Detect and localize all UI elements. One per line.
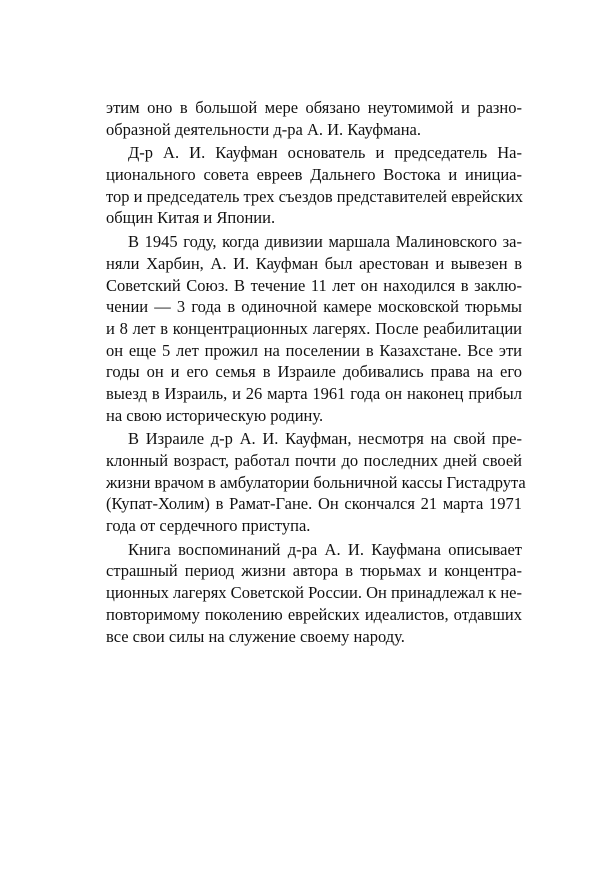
text-line: этим оно в большой мере обязано неутомимой и разно- xyxy=(106,98,522,117)
text-line: В 1945 году, когда дивизии маршала Малиновского за- xyxy=(128,232,522,252)
text-line: Д-р А. И. Кауфман основатель и председатель На- xyxy=(128,143,522,163)
text-line: Советский Союз. В течение 11 лет он находился в заклю- xyxy=(106,275,522,295)
text-line: няли Харбин, А. И. Кауфман был арестован и вывезен в xyxy=(106,253,522,273)
text-line: тор и председатель трех съездов представителей еврейских xyxy=(106,186,524,206)
text-line: (Купат-Холим) в Рамат-Гане. Он скончался 21 марта 1971 xyxy=(106,494,522,514)
text-line: ционального совета евреев Дальнего Востока и инициа- xyxy=(106,165,522,185)
paragraph-5 xyxy=(106,539,522,647)
text-line: общин Китая и Японии. xyxy=(106,208,276,228)
text-line: годы он и его семья в Израиле добивались права на его xyxy=(106,362,522,382)
text-line: все свои силы на служение своему народу. xyxy=(106,626,405,646)
text-line: страшный период жизни автора в тюрьмах и концентра- xyxy=(106,561,522,581)
text-line: Книга воспоминаний д-ра А. И. Кауфмана описывает xyxy=(128,539,522,559)
text-line: и 8 лет в концентрационных лагерях. После реабилитации xyxy=(106,318,522,338)
text-line: он еще 5 лет прожил на поселении в Казахстане. Все эти xyxy=(106,340,522,360)
text-line: чении — 3 года в одиночной камере московской тюрьмы xyxy=(106,297,522,317)
body-text xyxy=(106,97,526,647)
text-line: года от сердечного приступа. xyxy=(106,516,311,536)
text-line: выезд в Израиль, и 26 марта 1961 года он наконец прибыл xyxy=(106,383,522,403)
paragraph-3 xyxy=(106,231,522,426)
paragraph-1 xyxy=(106,97,522,140)
text-line: ционных лагерях Советской России. Он принадлежал к не- xyxy=(106,583,522,603)
paragraph-4 xyxy=(106,428,526,536)
paragraph-2 xyxy=(106,142,522,229)
text-line: клонный возраст, работал почти до последних дней своей xyxy=(106,451,522,470)
text-line: образной деятельности д-ра А. И. Кауфмана. xyxy=(106,119,422,139)
text-line: В Израиле д-р А. И. Кауфман, несмотря на свой пре- xyxy=(128,429,522,449)
text-line: повторимому поколению еврейских идеалистов, отдавших xyxy=(106,604,522,624)
text-line: на свою историческую родину. xyxy=(106,405,324,425)
text-line: жизни врачом в амбулатории больничной кассы Гистадрута xyxy=(106,472,526,492)
